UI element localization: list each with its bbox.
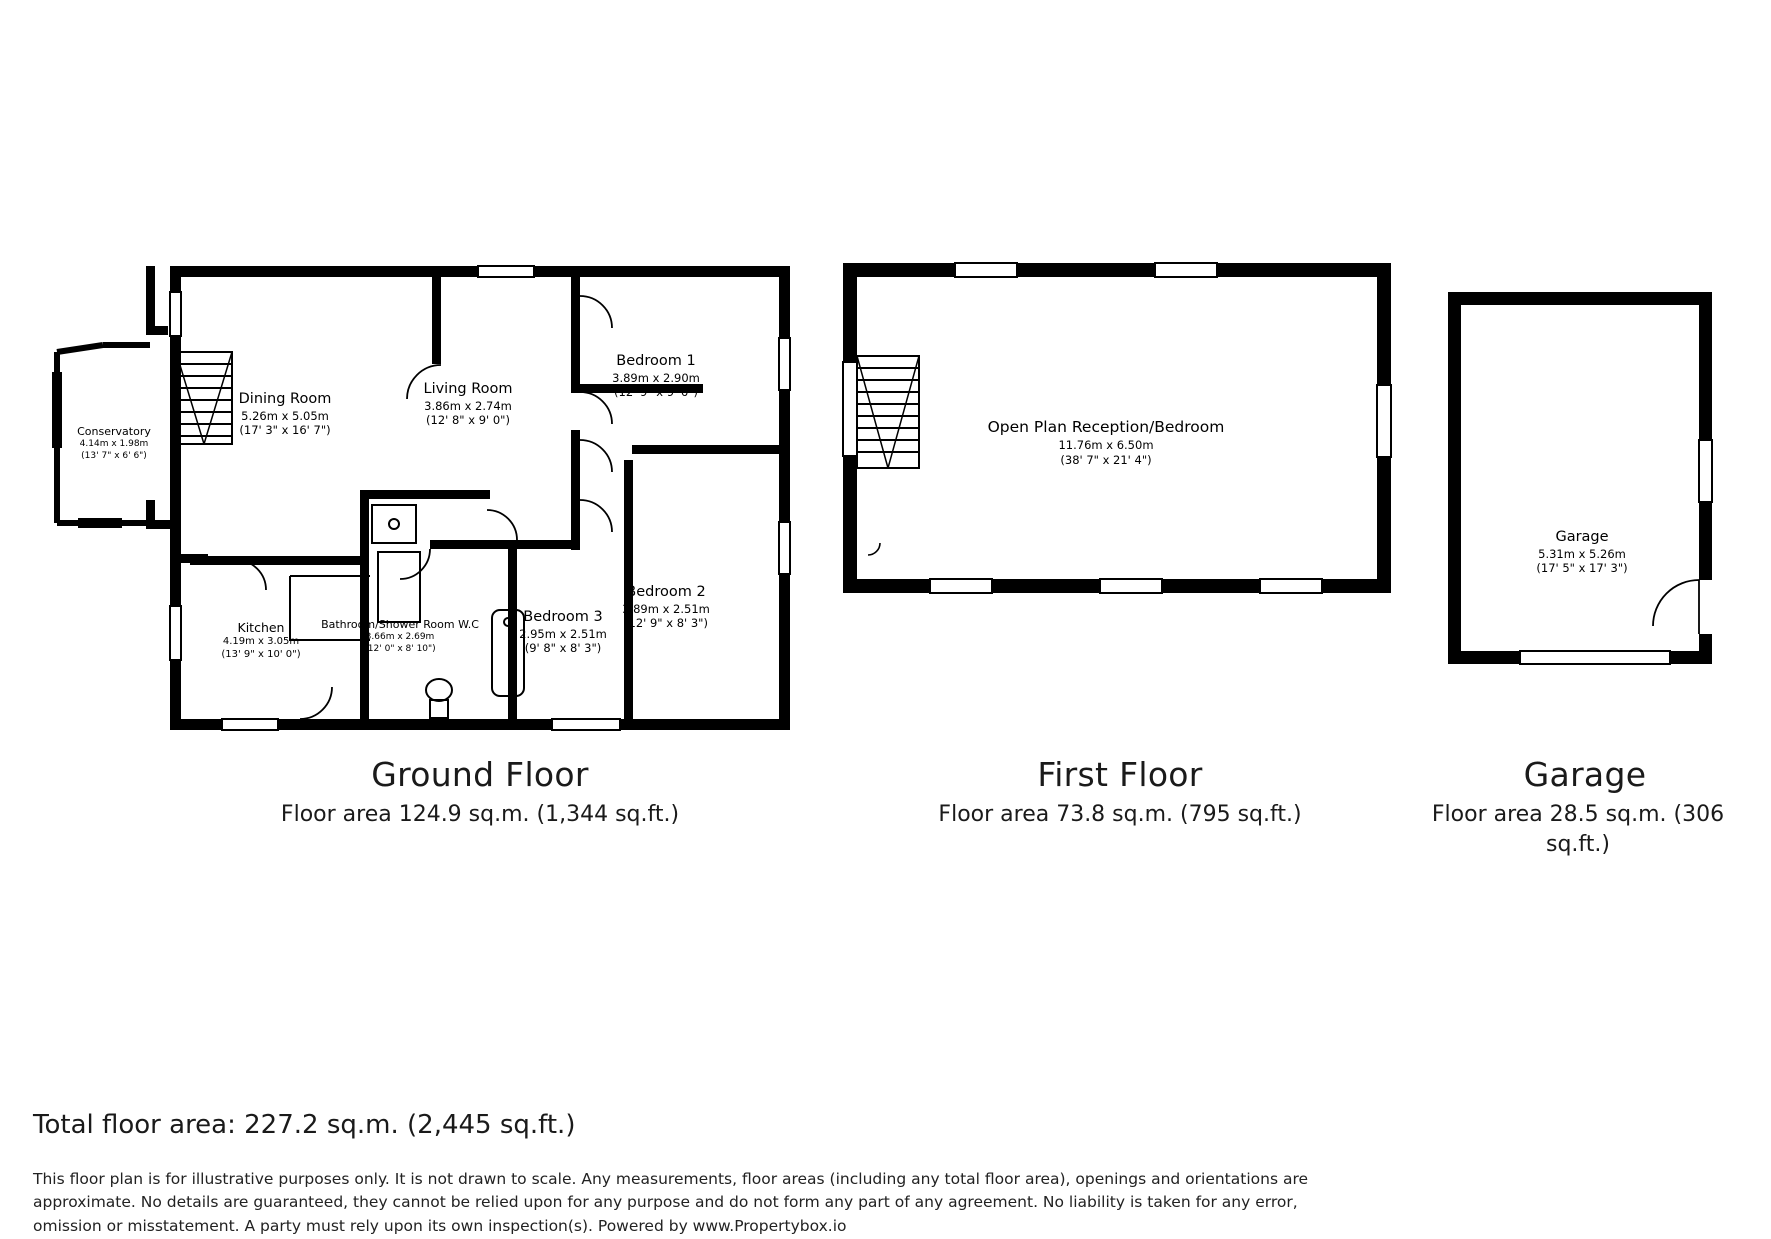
room-dim-imperial: (9' 8" x 8' 3") xyxy=(524,641,602,656)
room-name: Bedroom 1 xyxy=(616,353,696,369)
floor-title-ground-floor: Ground Floor xyxy=(371,755,589,794)
room-dim-imperial: (12' 9" x 8' 3") xyxy=(624,616,708,631)
room-name: Conservatory xyxy=(77,425,151,438)
floor-title-garage: Garage xyxy=(1523,755,1647,794)
room-dim-metric: 3.89m x 2.90m xyxy=(612,370,700,385)
room-label-bathroom-shower-room-wc xyxy=(312,618,488,655)
room-label-garage xyxy=(1502,528,1662,576)
room-dim-metric: 3.86m x 2.74m xyxy=(424,398,512,413)
room-dim-imperial: (12' 9" x 9' 6") xyxy=(614,385,698,400)
room-dim-imperial: (12' 0" x 8' 10") xyxy=(364,643,436,654)
floor-area-garage: Floor area 28.5 sq.m. (306 sq.ft.) xyxy=(1431,802,1725,857)
room-dim-metric: 3.89m x 2.51m xyxy=(622,601,710,616)
room-name: Bathroom/Shower Room W.C xyxy=(321,618,479,631)
room-dim-metric: 4.14m x 1.98m xyxy=(79,439,149,450)
room-name: Kitchen xyxy=(237,620,285,635)
ground-floor-plan xyxy=(53,264,792,732)
room-name: Dining Room xyxy=(238,391,332,407)
room-dim-imperial: (17' 5" x 17' 3") xyxy=(1536,561,1628,576)
disclaimer-text: This floor plan is for illustrative purposes only. It is not drawn to scale. Any measurements, floor areas (including any total floor area), openings and orientations are approximate. No details are guaranteed, they cannot be relied upon for any purpose and do not form any part of any agreement. No liability is taken for any error, omission or misstatement. A party must rely upon its own inspection(s). Powered by www.Propertybox.io xyxy=(33,1170,1309,1235)
room-label-kitchen xyxy=(192,620,330,662)
room-label-dining-room xyxy=(205,390,365,438)
room-name: Bedroom 2 xyxy=(626,584,706,600)
room-dim-imperial: (13' 9" x 10' 0") xyxy=(221,648,301,660)
room-name: Open Plan Reception/Bedroom xyxy=(987,418,1225,436)
room-name: Bedroom 3 xyxy=(523,609,603,625)
room-label-conservatory xyxy=(52,425,176,462)
room-dim-imperial: (13' 7" x 6' 6") xyxy=(81,450,147,461)
room-dim-metric: 4.19m x 3.05m xyxy=(222,636,300,647)
room-name: Garage xyxy=(1555,529,1609,545)
floor-title-first-floor: First Floor xyxy=(1037,755,1203,794)
room-dim-metric: 5.31m x 5.26m xyxy=(1538,546,1626,561)
room-label-open-plan-reception-bedroom xyxy=(930,418,1282,467)
garage-plan xyxy=(1448,292,1714,666)
room-dim-imperial: (17' 3" x 16' 7") xyxy=(239,423,331,438)
floor-area-first-floor: Floor area 73.8 sq.m. (795 sq.ft.) xyxy=(938,802,1302,827)
room-dim-metric: 2.95m x 2.51m xyxy=(519,626,607,641)
room-dim-metric: 11.76m x 6.50m xyxy=(1058,437,1154,452)
room-dim-metric: 5.26m x 5.05m xyxy=(241,408,329,423)
room-label-bedroom-1 xyxy=(580,352,732,400)
total-floor-area: Total floor area: 227.2 sq.m. (2,445 sq.ft.) xyxy=(33,1110,576,1140)
room-dim-imperial: (12' 8" x 9' 0") xyxy=(426,413,510,428)
room-dim-metric: 3.66m x 2.69m xyxy=(365,632,435,643)
floor-area-ground-floor: Floor area 124.9 sq.m. (1,344 sq.ft.) xyxy=(280,802,680,827)
room-name: Living Room xyxy=(423,381,513,397)
room-label-bedroom-3 xyxy=(490,608,636,656)
room-label-living-room xyxy=(388,380,548,428)
room-dim-imperial: (38' 7" x 21' 4") xyxy=(1060,452,1152,467)
